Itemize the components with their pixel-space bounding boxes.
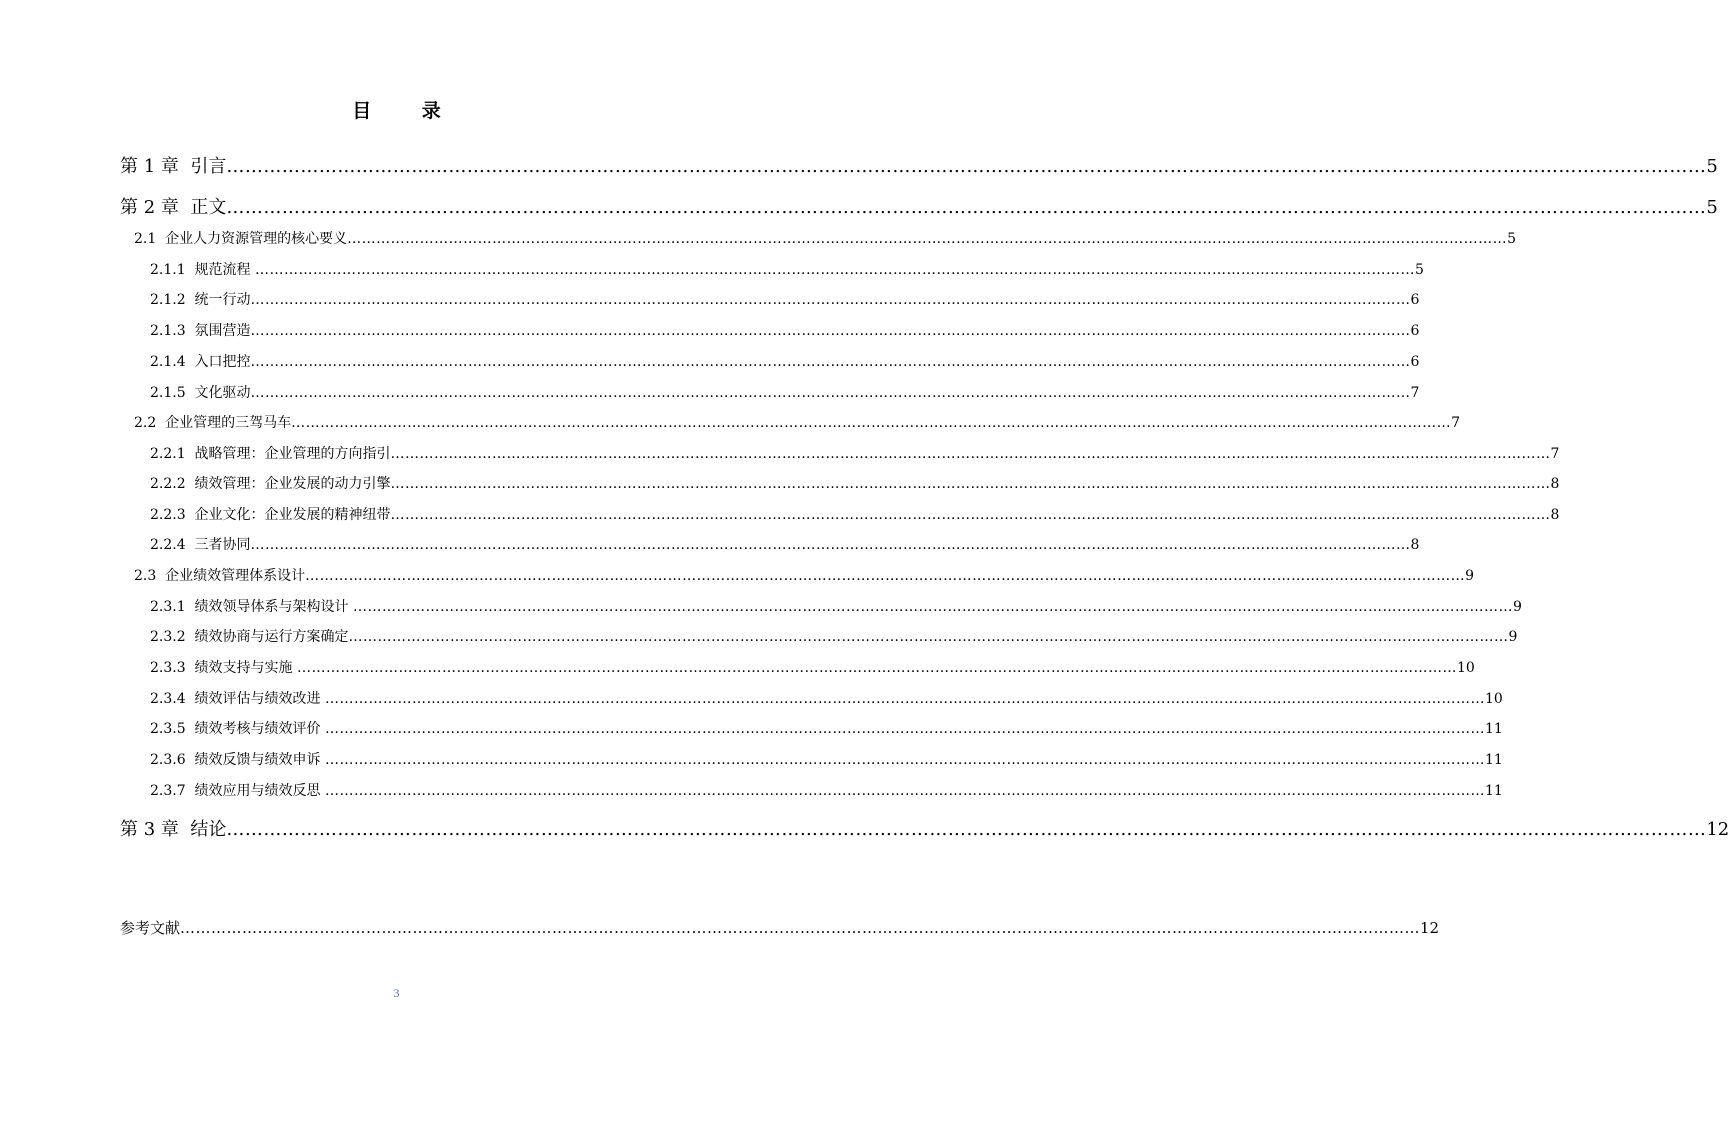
toc-leader-dots: ……………………………………………………………………………………………………………………………………………………………………………………………………………………	[226, 156, 1707, 177]
toc-entry-label: 第 2 章 正文	[120, 197, 227, 218]
toc-entry-subsection-2-3-1[interactable]	[150, 596, 1522, 616]
toc-entry-page: 9	[1508, 629, 1518, 645]
toc-entry-page: 10	[1484, 691, 1503, 707]
toc-leader-dots: ……………………………………………………………………………………………………………………………………………………………………………………………………………………	[390, 507, 1551, 523]
toc-leader-dots: ……………………………………………………………………………………………………………………………………………………………………………………………………………………	[390, 446, 1551, 462]
toc-entry-label: 2.2.1 战略管理：企业管理的方向指引	[150, 446, 391, 462]
toc-entry-page: 5	[1706, 197, 1718, 218]
toc-leader-dots: ……………………………………………………………………………………………………………………………………………………………………………………………………………………	[226, 197, 1707, 218]
toc-entry-subsection-2-3-5[interactable]	[150, 718, 1503, 738]
toc-entry-label: 参考文献	[120, 919, 181, 937]
toc-entry-subsection-2-2-3[interactable]	[150, 504, 1560, 524]
toc-entry-label: 2.1.5 文化驱动	[150, 385, 251, 401]
toc-leader-dots: ……………………………………………………………………………………………………………………………………………………………………………………………………………………	[324, 721, 1485, 737]
toc-entry-subsection-2-2-1[interactable]	[150, 443, 1560, 463]
toc-entry-label: 2.1.2 统一行动	[150, 292, 251, 308]
toc-leader-dots: ……………………………………………………………………………………………………………………………………………………………………………………………………………………	[352, 599, 1513, 615]
toc-entry-label: 2.2.4 三者协同	[150, 537, 251, 553]
page-title: 目 录	[352, 100, 463, 122]
toc-leader-dots: ……………………………………………………………………………………………………………………………………………………………………………………………………………………	[180, 919, 1421, 937]
toc-entry-label: 2.1.1 规范流程	[150, 262, 255, 278]
toc-entry-subsection-2-3-3[interactable]	[150, 657, 1475, 677]
toc-leader-dots: ……………………………………………………………………………………………………………………………………………………………………………………………………………………	[305, 568, 1466, 584]
toc-entry-section-2-1[interactable]	[134, 228, 1517, 248]
toc-leader-dots: ……………………………………………………………………………………………………………………………………………………………………………………………………………………	[324, 752, 1485, 768]
toc-leader-dots: ……………………………………………………………………………………………………………………………………………………………………………………………………………………	[324, 691, 1485, 707]
toc-entry-subsection-2-1-4[interactable]	[150, 351, 1420, 371]
toc-entry-subsection-2-1-1[interactable]	[150, 259, 1424, 279]
toc-leader-dots: ……………………………………………………………………………………………………………………………………………………………………………………………………………………	[348, 629, 1509, 645]
toc-leader-dots: ……………………………………………………………………………………………………………………………………………………………………………………………………………………	[250, 323, 1411, 339]
toc-leader-dots: ……………………………………………………………………………………………………………………………………………………………………………………………………………………	[291, 415, 1452, 431]
toc-leader-dots: ……………………………………………………………………………………………………………………………………………………………………………………………………………………	[254, 262, 1415, 278]
toc-leader-dots: ……………………………………………………………………………………………………………………………………………………………………………………………………………………	[347, 231, 1508, 247]
toc-entry-page: 7	[1410, 385, 1420, 401]
toc-entry-page: 11	[1484, 721, 1503, 737]
toc-entry-subsection-2-3-7[interactable]	[150, 780, 1503, 800]
toc-entry-page: 5	[1507, 231, 1517, 247]
toc-entry-page: 6	[1410, 323, 1420, 339]
toc-entry-label: 2.3.4 绩效评估与绩效改进	[150, 691, 325, 707]
toc-entry-chapter-1[interactable]	[120, 152, 1718, 178]
toc-entry-label: 2.2.2 绩效管理：企业发展的动力引擎	[150, 476, 391, 492]
toc-leader-dots: ……………………………………………………………………………………………………………………………………………………………………………………………………………………	[250, 292, 1411, 308]
toc-entry-page: 8	[1410, 537, 1420, 553]
toc-entry-page: 5	[1414, 262, 1424, 278]
toc-entry-page: 5	[1706, 156, 1718, 177]
toc-entry-page: 9	[1465, 568, 1475, 584]
toc-entry-label: 2.1.3 氛围营造	[150, 323, 251, 339]
toc-entry-label: 2.3.6 绩效反馈与绩效申诉	[150, 752, 325, 768]
toc-entry-label: 2.1.4 入口把控	[150, 354, 251, 370]
toc-entry-page: 12	[1706, 819, 1729, 840]
toc-entry-page: 11	[1484, 783, 1503, 799]
toc-entry-label: 2.3.5 绩效考核与绩效评价	[150, 721, 325, 737]
toc-entry-subsection-2-3-2[interactable]	[150, 626, 1518, 646]
toc-entry-page: 7	[1451, 415, 1461, 431]
toc-entry-subsection-2-1-3[interactable]	[150, 320, 1420, 340]
toc-entry-label: 2.2 企业管理的三驾马车	[134, 415, 292, 431]
toc-leader-dots: ……………………………………………………………………………………………………………………………………………………………………………………………………………………	[250, 354, 1411, 370]
toc-entry-label: 2.2.3 企业文化：企业发展的精神纽带	[150, 507, 391, 523]
toc-entry-subsection-2-1-5[interactable]	[150, 382, 1420, 402]
toc-entry-subsection-2-3-4[interactable]	[150, 688, 1503, 708]
toc-entry-page: 12	[1420, 919, 1440, 937]
toc-entry-label: 2.3.2 绩效协商与运行方案确定	[150, 629, 349, 645]
toc-entry-page: 6	[1410, 292, 1420, 308]
toc-entry-section-2-2[interactable]	[134, 412, 1461, 432]
toc-entry-label: 2.1 企业人力资源管理的核心要义	[134, 231, 348, 247]
toc-entry-label: 2.3.1 绩效领导体系与架构设计	[150, 599, 353, 615]
toc-entry-subsection-2-1-2[interactable]	[150, 289, 1420, 309]
toc-leader-dots: ……………………………………………………………………………………………………………………………………………………………………………………………………………………	[324, 783, 1485, 799]
toc-entry-label: 第 3 章 结论	[120, 819, 227, 840]
toc-leader-dots: ……………………………………………………………………………………………………………………………………………………………………………………………………………………	[296, 660, 1457, 676]
toc-entry-page: 6	[1410, 354, 1420, 370]
toc-entry-page: 9	[1512, 599, 1522, 615]
toc-leader-dots: ……………………………………………………………………………………………………………………………………………………………………………………………………………………	[250, 537, 1411, 553]
toc-leader-dots: ……………………………………………………………………………………………………………………………………………………………………………………………………………………	[250, 385, 1411, 401]
toc-entry-page: 7	[1550, 446, 1560, 462]
toc-entry-page: 10	[1456, 660, 1475, 676]
toc-entry-chapter-3[interactable]	[120, 815, 1729, 841]
toc-leader-dots: ……………………………………………………………………………………………………………………………………………………………………………………………………………………	[226, 819, 1707, 840]
toc-entry-label: 2.3.7 绩效应用与绩效反思	[150, 783, 325, 799]
toc-entry-references[interactable]	[120, 917, 1440, 938]
toc-entry-chapter-2[interactable]	[120, 193, 1718, 219]
toc-entry-subsection-2-3-6[interactable]	[150, 749, 1503, 769]
toc-entry-label: 2.3.3 绩效支持与实施	[150, 660, 297, 676]
toc-entry-page: 11	[1484, 752, 1503, 768]
toc-entry-section-2-3[interactable]	[134, 565, 1475, 585]
toc-entry-subsection-2-2-4[interactable]	[150, 534, 1420, 554]
toc-entry-page: 8	[1550, 507, 1560, 523]
toc-entry-label: 2.3 企业绩效管理体系设计	[134, 568, 306, 584]
page-number: 3	[393, 986, 400, 1000]
toc-leader-dots: ……………………………………………………………………………………………………………………………………………………………………………………………………………………	[390, 476, 1551, 492]
toc-entry-page: 8	[1550, 476, 1560, 492]
toc-entry-subsection-2-2-2[interactable]	[150, 473, 1560, 493]
toc-entry-label: 第 1 章 引言	[120, 156, 227, 177]
